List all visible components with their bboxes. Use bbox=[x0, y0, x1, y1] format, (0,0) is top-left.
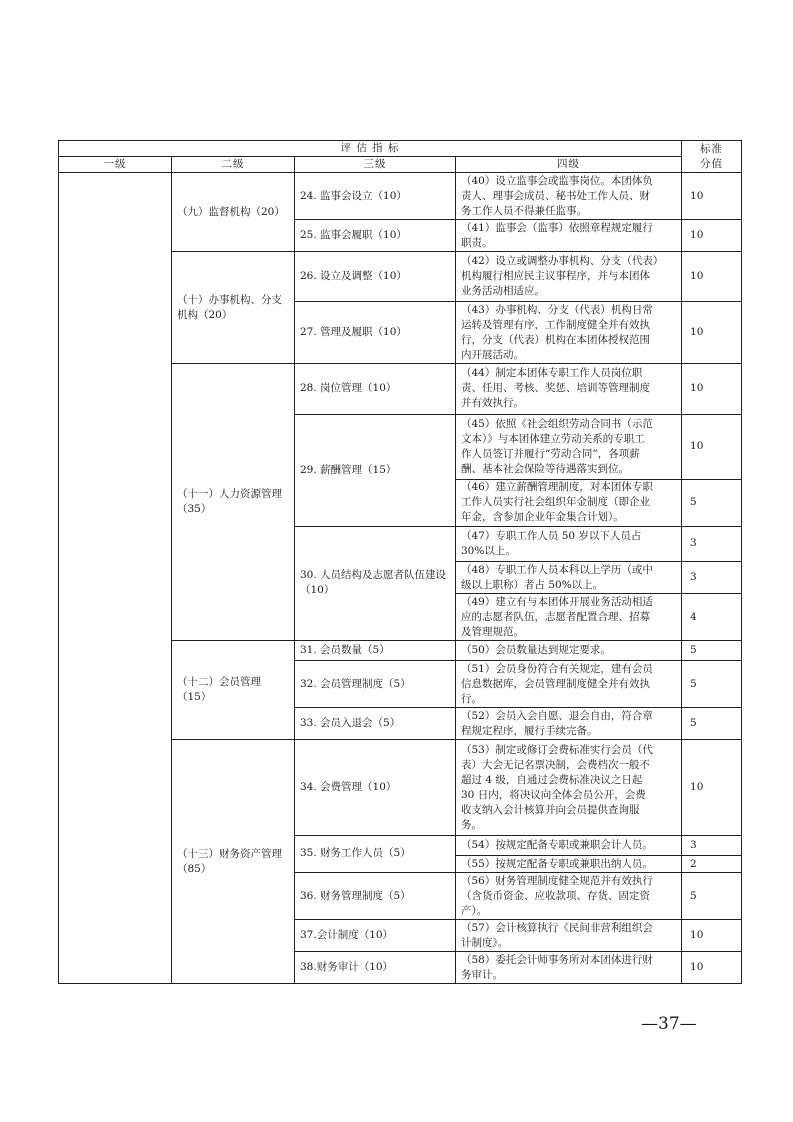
score-cell: 10 bbox=[682, 920, 742, 952]
header-score bbox=[682, 141, 742, 173]
level4-line: （50）会员数量达到规定要求。 bbox=[461, 644, 611, 657]
level4-line: （42）设立或调整办事机构、分支（代表） bbox=[461, 255, 664, 268]
level4-cell bbox=[456, 364, 682, 414]
level4-cell bbox=[456, 479, 682, 526]
level3-cell: 33. 会员入退会（5） bbox=[295, 708, 456, 740]
level4-line: 业务活动相适应。 bbox=[461, 285, 545, 298]
level4-line: 表）大会无记名票决制，会费档次一般不 bbox=[461, 758, 650, 771]
level4-cell bbox=[456, 562, 682, 594]
level4-cell bbox=[456, 252, 682, 302]
header-level1: 一级 bbox=[59, 157, 172, 173]
level4-line: （47）专职工作人员 50 岁以下人员占 bbox=[461, 529, 642, 542]
level4-line: 行，分支（代表）机构在本团体授权范围 bbox=[461, 333, 650, 346]
level4-line: 务工作人员不得兼任监事。 bbox=[461, 204, 587, 217]
level3-cell: 26. 设立及调整（10） bbox=[295, 252, 456, 302]
level4-line: （45）依照《社会组织劳动合同书（示范 bbox=[461, 417, 653, 430]
level4-line: （55）按规定配备专职或兼职出纳人员。 bbox=[461, 857, 653, 870]
header-level4: 四级 bbox=[456, 157, 682, 173]
score-cell: 2 bbox=[682, 856, 742, 873]
level3-cell: 25. 监事会履职（10） bbox=[295, 220, 456, 252]
level4-line: （44）制定本团体专职工作人员岗位职 bbox=[461, 367, 643, 380]
level4-line: 机构履行相应民主议事程序，并与本团体 bbox=[461, 270, 650, 283]
score-cell: 10 bbox=[682, 173, 742, 220]
level4-line: 信息数据库，会员管理制度健全并有效执 bbox=[461, 677, 650, 690]
level4-line: 工作人员实行社会组织年金制度（即企业 bbox=[461, 496, 650, 509]
level2-cell: （九）监督机构（20） bbox=[172, 173, 295, 252]
level4-line: 30 日内，将决议向全体会员公开，会费 bbox=[461, 788, 646, 801]
level3-cell: 28. 岗位管理（10） bbox=[295, 364, 456, 414]
header-eval-title: 评 估 指 标 bbox=[59, 141, 682, 157]
level2-cell: （十一）人力资源管理（35） bbox=[172, 364, 295, 641]
level4-cell bbox=[456, 835, 682, 855]
level2-cell: （十二）会员管理（15） bbox=[172, 641, 295, 740]
header-score-line1: 标准 bbox=[700, 142, 724, 155]
level4-line: （43）办事机构、分支（代表）机构日常 bbox=[461, 303, 653, 316]
level4-line: （46）建立薪酬管理制度，对本团体专职 bbox=[461, 481, 653, 494]
level3-cell: 24. 监事会设立（10） bbox=[295, 173, 456, 220]
score-cell: 10 bbox=[682, 364, 742, 414]
level4-line: 责人、理事会成员、秘书处工作人员、财 bbox=[461, 189, 650, 202]
level4-cell bbox=[456, 661, 682, 708]
level4-line: 并有效执行。 bbox=[461, 397, 524, 410]
level4-line: 30%以上。 bbox=[461, 544, 516, 557]
level4-line: （58）委托会计师事务所对本团体进行财 bbox=[461, 953, 653, 966]
score-cell: 5 bbox=[682, 641, 742, 661]
score-cell: 5 bbox=[682, 479, 742, 526]
level4-line: 应的志愿者队伍，志愿者配置合理、招募 bbox=[461, 610, 650, 623]
level4-line: 务审计。 bbox=[461, 968, 503, 981]
level4-line: 酬、基本社会保险等待遇落实到位。 bbox=[461, 462, 629, 475]
level4-cell bbox=[456, 302, 682, 364]
score-cell: 10 bbox=[682, 252, 742, 302]
level1-cell bbox=[59, 173, 172, 984]
level4-cell bbox=[456, 220, 682, 252]
level4-line: 责、任用、考核、奖惩、培训等管理制度 bbox=[461, 382, 650, 395]
score-cell: 5 bbox=[682, 708, 742, 740]
level4-line: （49）建立有与本团体开展业务活动相适 bbox=[461, 595, 653, 608]
score-cell: 3 bbox=[682, 526, 742, 561]
score-cell: 5 bbox=[682, 873, 742, 920]
level4-cell bbox=[456, 641, 682, 661]
level4-cell bbox=[456, 526, 682, 561]
level4-line: 作人员签订并履行“劳动合同”，各项薪 bbox=[461, 447, 640, 460]
level3-cell: 36. 财务管理制度（5） bbox=[295, 873, 456, 920]
level4-line: 行。 bbox=[461, 692, 482, 705]
score-cell: 10 bbox=[682, 220, 742, 252]
level4-line: （48）专职工作人员本科以上学历（或中 bbox=[461, 563, 653, 576]
level3-cell: 27. 管理及履职（10） bbox=[295, 302, 456, 364]
level3-cell: 29. 薪酬管理（15） bbox=[295, 414, 456, 526]
header-level3: 三级 bbox=[295, 157, 456, 173]
level4-line: 运转及管理有序，工作制度健全并有效执 bbox=[461, 318, 650, 331]
level4-cell bbox=[456, 952, 682, 984]
level4-line: （含货币资金、应收款项、存货、固定资 bbox=[461, 889, 650, 902]
level4-line: （53）制定或修订会费标准实行会员（代 bbox=[461, 743, 653, 756]
level3-cell: 34. 会费管理（10） bbox=[295, 740, 456, 835]
level4-line: 务。 bbox=[461, 818, 482, 831]
level2-cell: （十三）财务资产管理（85） bbox=[172, 740, 295, 984]
level4-line: 内开展活动。 bbox=[461, 348, 524, 361]
level4-line: 计制度》。 bbox=[461, 936, 509, 949]
header-score-line2: 分值 bbox=[700, 157, 724, 170]
level4-cell bbox=[456, 414, 682, 479]
score-cell: 5 bbox=[682, 661, 742, 708]
level4-line: 文本）》与本团体建立劳动关系的专职工 bbox=[461, 432, 645, 445]
level3-cell: 38.财务审计（10） bbox=[295, 952, 456, 984]
score-cell: 10 bbox=[682, 302, 742, 364]
level4-line: 年金，含参加企业年金集合计划）。 bbox=[461, 511, 624, 524]
level4-cell bbox=[456, 708, 682, 740]
level4-line: （51）会员身份符合有关规定，建有会员 bbox=[461, 662, 653, 675]
level4-line: 及管理规范。 bbox=[461, 625, 524, 638]
level4-cell bbox=[456, 173, 682, 220]
score-cell: 10 bbox=[682, 414, 742, 479]
level4-line: 收支纳入会计核算并向会员提供查询服 bbox=[461, 803, 640, 816]
page-number: —37— bbox=[641, 1014, 697, 1034]
level4-line: （57）会计核算执行《民间非营利组织会 bbox=[461, 921, 653, 934]
table-body bbox=[59, 173, 742, 984]
evaluation-index-table bbox=[58, 140, 742, 984]
score-cell: 10 bbox=[682, 740, 742, 835]
header-level2: 二级 bbox=[172, 157, 295, 173]
level3-cell: 30. 人员结构及志愿者队伍建设（10） bbox=[295, 526, 456, 640]
score-cell: 10 bbox=[682, 952, 742, 984]
level4-cell bbox=[456, 856, 682, 873]
table-row bbox=[59, 173, 742, 220]
level4-cell bbox=[456, 920, 682, 952]
level4-line: 产）。 bbox=[461, 904, 488, 917]
level4-cell bbox=[456, 740, 682, 835]
level4-line: （40）设立监事会或监事岗位。本团体负 bbox=[461, 174, 653, 187]
level3-cell: 35. 财务工作人员（5） bbox=[295, 835, 456, 872]
level4-cell bbox=[456, 594, 682, 641]
level3-cell: 31. 会员数量（5） bbox=[295, 641, 456, 661]
level4-line: （52）会员入会自愿、退会自由，符合章 bbox=[461, 709, 653, 722]
level3-cell: 32. 会员管理制度（5） bbox=[295, 661, 456, 708]
level4-cell bbox=[456, 873, 682, 920]
level2-cell: （十）办事机构、分支机构（20） bbox=[172, 252, 295, 364]
level4-line: 程规定程序，履行手续完备。 bbox=[461, 724, 598, 737]
level4-line: （41）监事会（监事）依照章程规定履行 bbox=[461, 221, 653, 234]
level4-line: 级以上职称）者占 50%以上。 bbox=[461, 578, 604, 591]
score-cell: 3 bbox=[682, 835, 742, 855]
level4-line: （54）按规定配备专职或兼职会计人员。 bbox=[461, 838, 653, 851]
level4-line: 超过 4 级，自通过会费标准决议之日起 bbox=[461, 773, 643, 786]
level3-cell: 37.会计制度（10） bbox=[295, 920, 456, 952]
level4-line: 职责。 bbox=[461, 236, 493, 249]
score-cell: 4 bbox=[682, 594, 742, 641]
level4-line: （56）财务管理制度健全规范并有效执行 bbox=[461, 874, 653, 887]
score-cell: 3 bbox=[682, 562, 742, 594]
